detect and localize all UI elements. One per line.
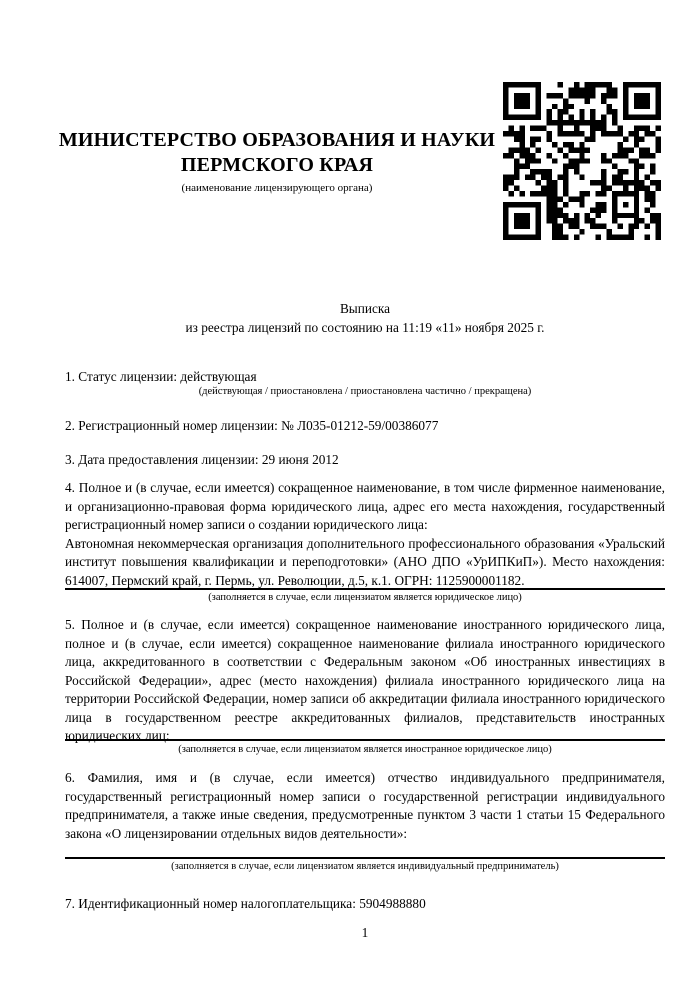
foreign-entity-field-rule (65, 739, 665, 741)
license-status-options-caption: (действующая / приостановлена / приостановлена частично / прекращена) (198, 386, 532, 397)
registration-number-item: 2. Регистрационный номер лицензии: № Л035-01212-59/00386077 (65, 418, 439, 433)
foreign-entity-item-label: 5. Полное и (в случае, если имеется) сокращенное наименование иностранного юридического лица, полное и (в случае, если имеется) сокращенное наименование филиала иностранного юридического лица, аккредитованного в соответствии с Федеральным законом «Об иностранных инвестициях в Российской Федерации», адрес (место нахождения) филиала иностранного юридического лица на территории Российской Федерации, номер записи об аккредитации филиала иностранного юридического лица в государственном реестре аккредитованных филиалов, представительств иностранных юридических лиц: (65, 617, 665, 743)
entrepreneur-field-rule (65, 857, 665, 859)
entrepreneur-caption: (заполняется в случае, если лицензиатом является индивидуальный предприниматель) (171, 861, 559, 872)
ministry-name-line2: ПЕРМСКОГО КРАЯ (180, 154, 374, 176)
ministry-name-line1: МИНИСТЕРСТВО ОБРАЗОВАНИЯ И НАУКИ (58, 129, 496, 151)
page-number: 1 (361, 925, 369, 940)
ministry-caption: (наименование лицензирующего органа) (181, 182, 373, 194)
ministry-header (32, 128, 522, 195)
legal-entity-item-value: Автономная некоммерческая организация дополнительного профессионального образования «Уральский институт повышения квалификации и переподготовки» (АНО ДПО «УрИПКиП»). Место нахождения: 614007, Пермский край, г. Пермь, ул. Революции, д.5, к.1. ОГРН: 1125900001182. (65, 535, 665, 588)
document-title (65, 300, 665, 337)
document-title-line2: из реестра лицензий по состоянию на 11:19 «11» ноября 2025 г. (185, 319, 545, 335)
license-status-item: 1. Статус лицензии: действующая (65, 369, 257, 384)
qr-code-icon (503, 82, 661, 240)
taxpayer-id-item: 7. Идентификационный номер налогоплательщика: 5904988880 (65, 896, 426, 911)
legal-entity-field-rule (65, 588, 665, 590)
legal-entity-item-label: 4. Полное и (в случае, если имеется) сокращенное наименование, в том числе фирменное наименование, и организационно-правовая форма юридического лица, адрес его места нахождения, государственный регистрационный номер записи о создании юридического лица: (65, 480, 665, 532)
document-title-line1: Выписка (339, 301, 391, 316)
legal-entity-item (65, 479, 665, 590)
legal-entity-caption: (заполняется в случае, если лицензиатом является юридическое лицо) (208, 592, 522, 603)
grant-date-item: 3. Дата предоставления лицензии: 29 июня 2012 (65, 452, 339, 467)
foreign-entity-caption: (заполняется в случае, если лицензиатом является иностранное юридическое лицо) (178, 744, 552, 755)
entrepreneur-item-label: 6. Фамилия, имя и (в случае, если имеется) отчество индивидуального предпринимателя, государственный регистрационный номер записи о государственной регистрации индивидуального предпринимателя, а также иные сведения, предусмотренные пунктом 3 части 1 статьи 15 Федерального закона «О лицензировании отдельных видов деятельности»: (65, 770, 665, 841)
